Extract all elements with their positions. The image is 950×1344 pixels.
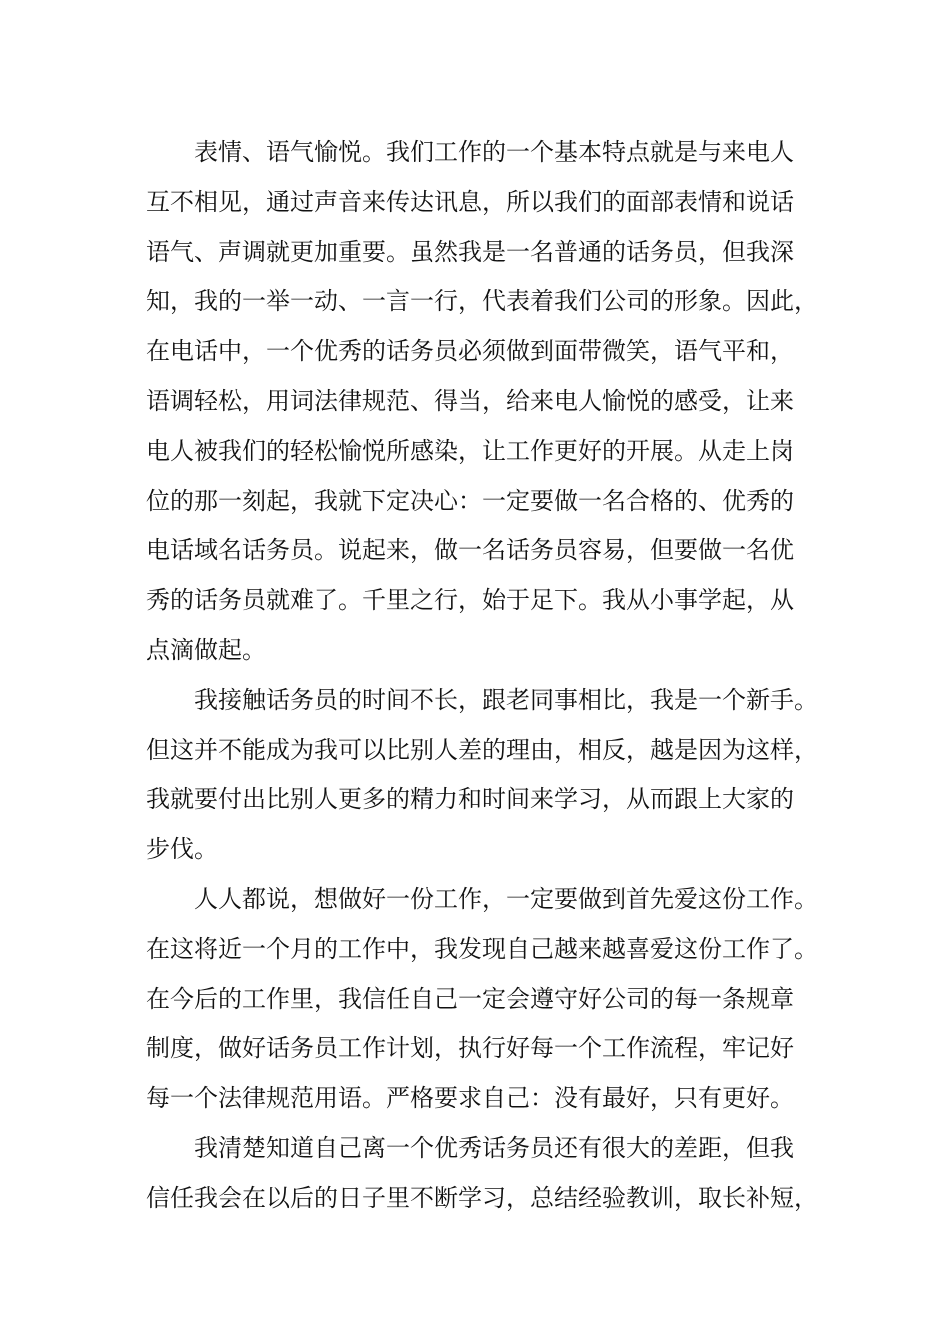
text-line: 在这将近一个月的工作中，我发现自己越来越喜爱这份工作了。	[146, 934, 818, 963]
text-line: 互不相见，通过声音来传达讯息，所以我们的面部表情和说话	[146, 187, 794, 216]
text-line: 电话域名话务员。说起来，做一名话务员容易，但要做一名优	[146, 536, 794, 565]
text-line: 信任我会在以后的日子里不断学习，总结经验教训，取长补短，	[146, 1183, 818, 1212]
text-line: 我就要付出比别人更多的精力和时间来学习，从而跟上大家的	[146, 785, 794, 814]
text-line: 秀的话务员就难了。千里之行，始于足下。我从小事学起，从	[146, 586, 794, 615]
text-line: 语调轻松，用词法律规范、得当，给来电人愉悦的感受，让来	[146, 386, 794, 415]
text-line: 步伐。	[146, 835, 218, 864]
text-line: 制度，做好话务员工作计划，执行好每一个工作流程，牢记好	[146, 1034, 794, 1063]
text-line: 知，我的一举一动、一言一行，代表着我们公司的形象。因此，	[146, 287, 818, 316]
document-body	[146, 128, 826, 1224]
text-line: 我接触话务员的时间不长，跟老同事相比，我是一个新手。	[194, 685, 818, 714]
text-line: 位的那一刻起，我就下定决心：一定要做一名合格的、优秀的	[146, 486, 794, 515]
text-line: 我清楚知道自己离一个优秀话务员还有很大的差距，但我	[194, 1133, 794, 1162]
text-line: 语气、声调就更加重要。虽然我是一名普通的话务员，但我深	[146, 237, 794, 266]
text-line: 人人都说，想做好一份工作，一定要做到首先爱这份工作。	[194, 884, 818, 913]
text-line: 在今后的工作里，我信任自己一定会遵守好公司的每一条规章	[146, 984, 794, 1013]
text-line: 但这并不能成为我可以比别人差的理由，相反，越是因为这样，	[146, 735, 818, 764]
text-line: 在电话中，一个优秀的话务员必须做到面带微笑，语气平和，	[146, 337, 794, 366]
text-line: 每一个法律规范用语。严格要求自己：没有最好，只有更好。	[146, 1084, 794, 1113]
text-line: 点滴做起。	[146, 635, 266, 664]
text-line: 表情、语气愉悦。我们工作的一个基本特点就是与来电人	[194, 138, 794, 166]
text-line: 电人被我们的轻松愉悦所感染，让工作更好的开展。从走上岗	[146, 436, 794, 465]
